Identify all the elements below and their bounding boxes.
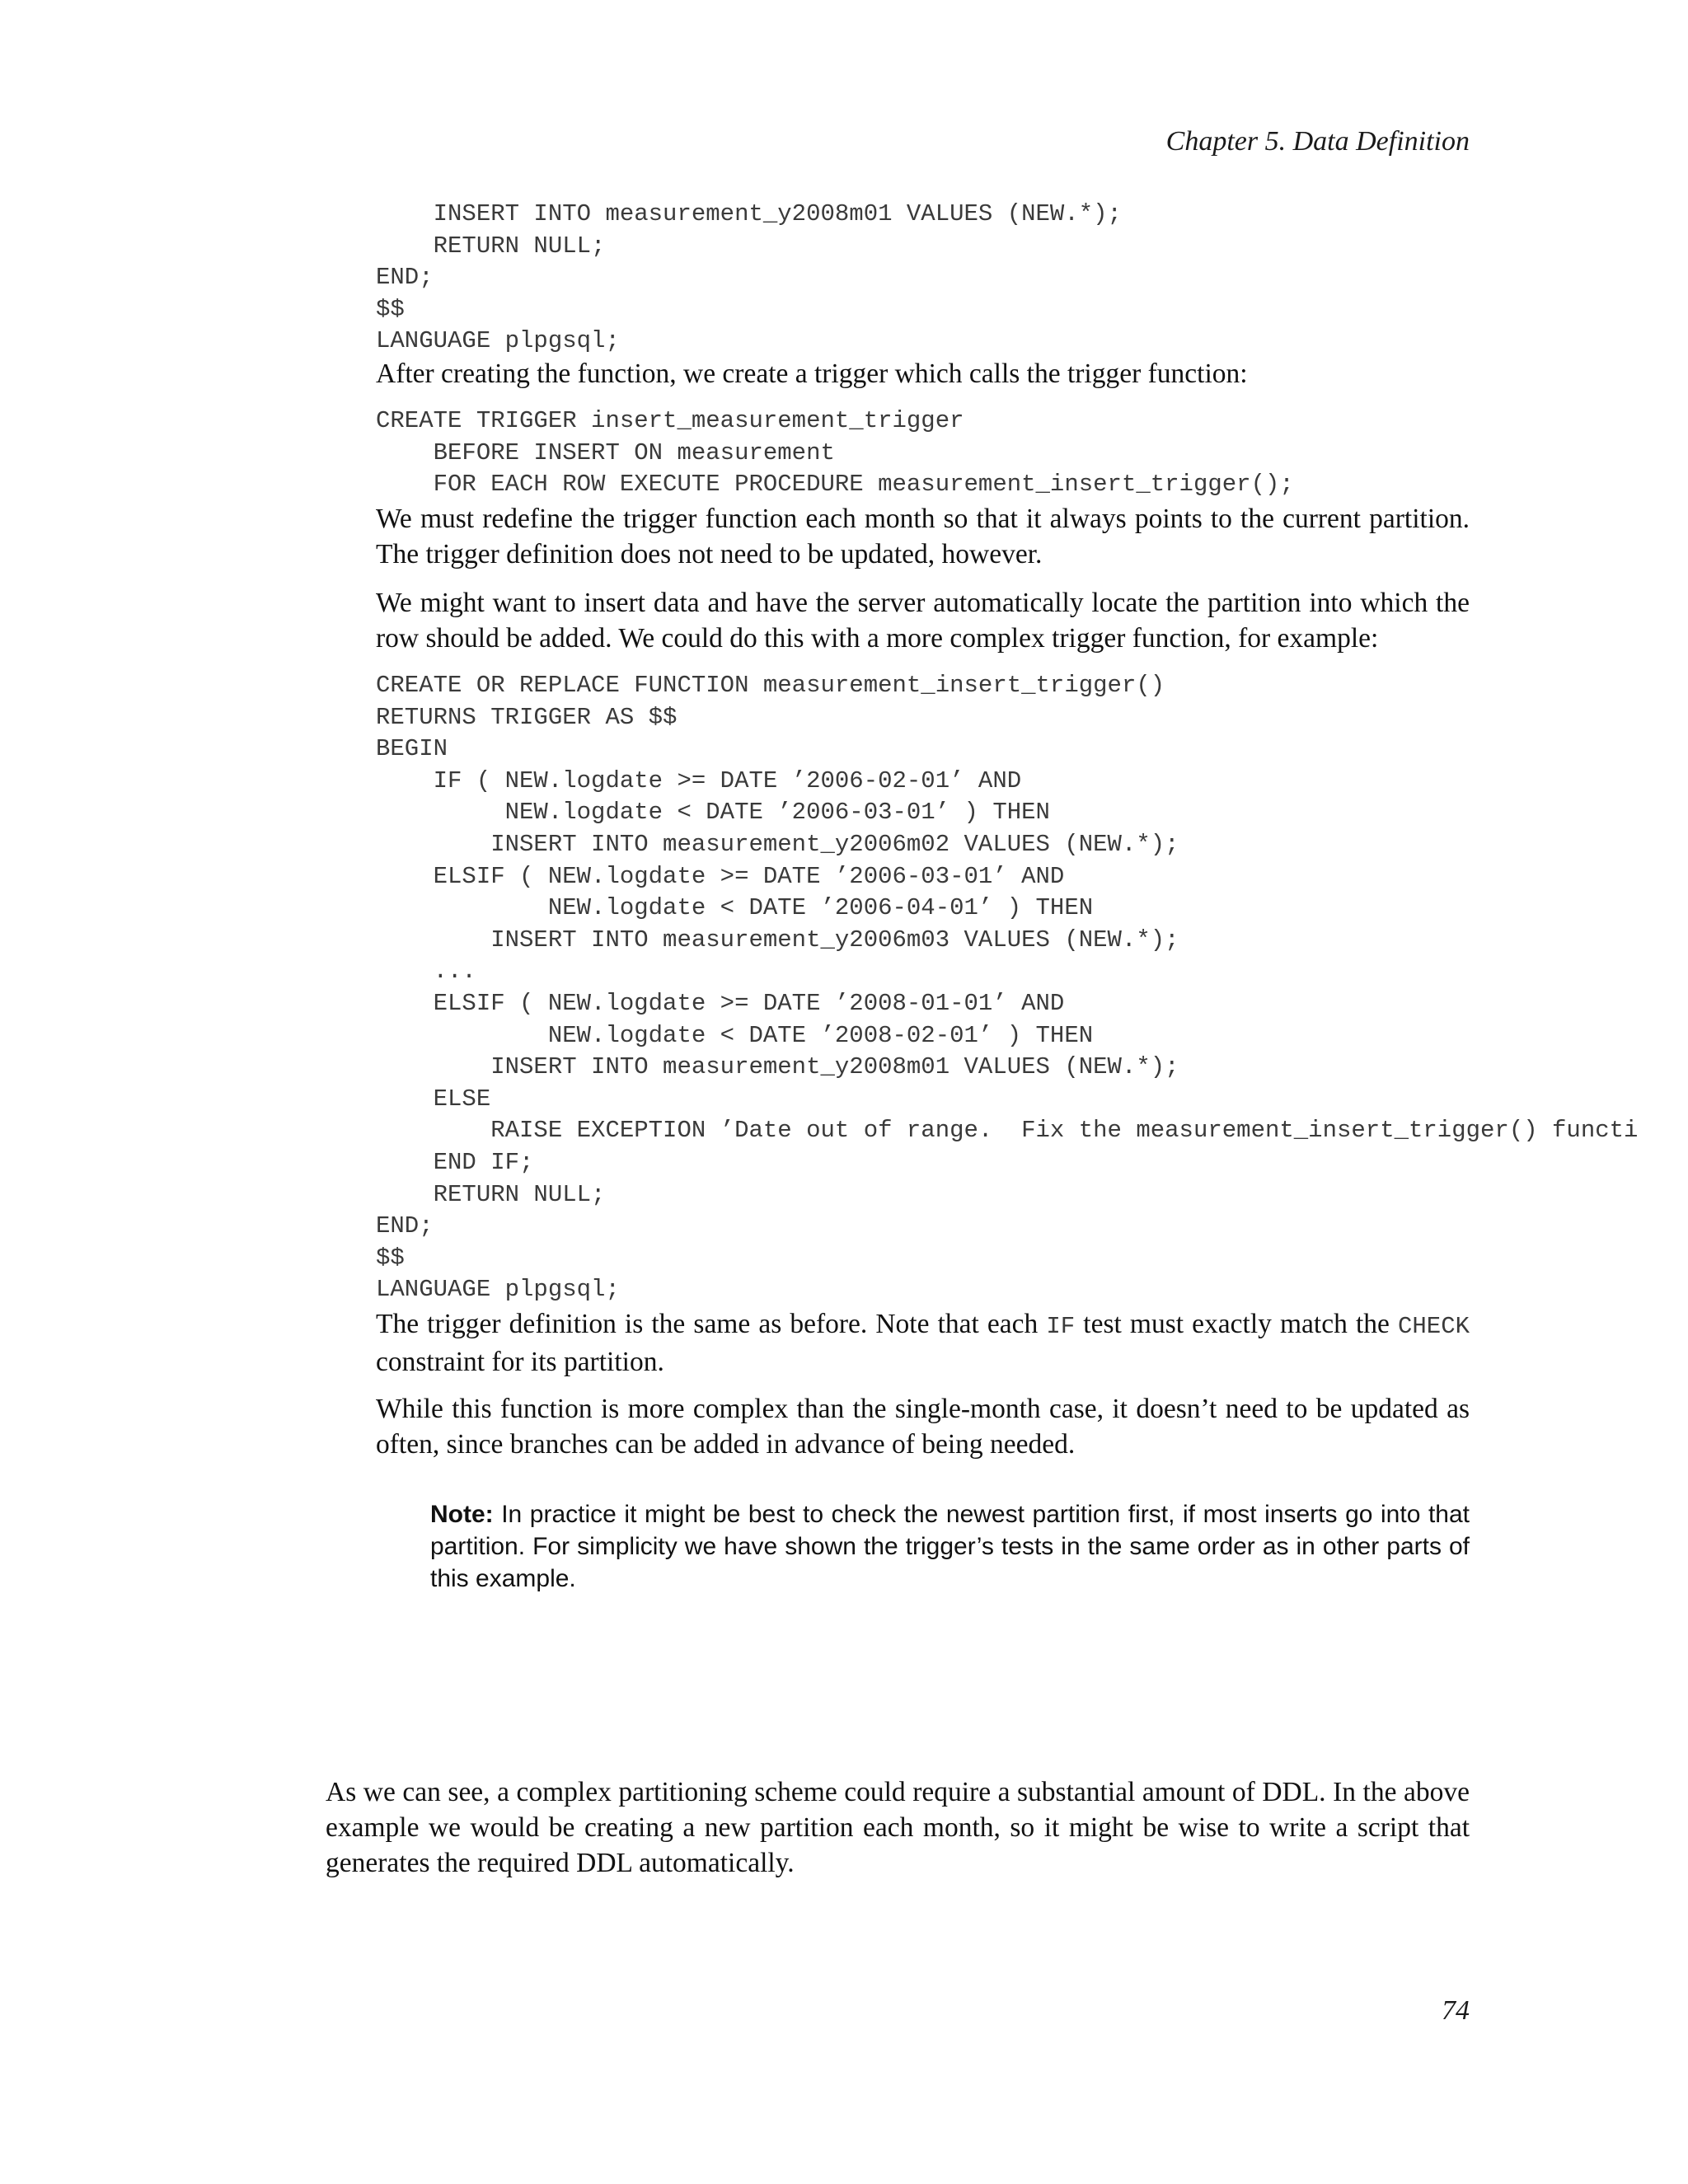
code-line: INSERT INTO measurement_y2008m01 VALUES (NEW.*); [376,1053,1179,1081]
para-text: constraint for its partition. [376,1347,664,1377]
code-block-create-trigger [376,405,1294,501]
if-keyword: IF [1046,1313,1076,1340]
code-line: ELSE [376,1085,491,1113]
paragraph-ddl-script: As we can see, a complex partitioning scheme could require a substantial amount of DDL. In the above example we would be creating a new partition each month, so it might be wise to write a script that generates the required DDL automatically. [326,1777,1470,1878]
code-line: NEW.logdate < DATE ’2006-03-01’ ) THEN [376,799,1050,827]
code-line: CREATE TRIGGER insert_measurement_trigger [376,407,964,434]
para-text: The trigger definition is the same as before. Note that each [376,1309,1047,1339]
code-line: INSERT INTO measurement_y2006m02 VALUES (NEW.*); [376,830,1179,858]
code-line: BEGIN [376,735,448,763]
code-line: ELSIF ( NEW.logdate >= DATE ’2008-01-01’ AND [376,989,1065,1017]
code-line: $$ [376,1244,405,1272]
code-line: RAISE EXCEPTION ’Date out of range. Fix the measurement_insert_trigger() functi [376,1117,1639,1145]
code-line: NEW.logdate < DATE ’2008-02-01’ ) THEN [376,1021,1094,1049]
code-line: LANGUAGE plpgsql; [376,327,620,355]
code-line: RETURNS TRIGGER AS $$ [376,703,678,731]
code-line: LANGUAGE plpgsql; [376,1276,620,1304]
check-keyword: CHECK [1397,1313,1470,1340]
code-line: NEW.logdate < DATE ’2006-04-01’ ) THEN [376,894,1094,922]
code-line: END; [376,264,434,292]
code-line: RETURN NULL; [376,1180,606,1208]
paragraph-redefine-trigger: We must redefine the trigger function each month so that it always points to the current partition. The trigger definition does not need to be updated, however. [376,504,1470,569]
paragraph-automatic-partition: We might want to insert data and have the server automatically locate the partition into which the row should be added. We could do this with a more complex trigger function, for example: [376,588,1470,654]
code-line: INSERT INTO measurement_y2008m01 VALUES (NEW.*); [376,200,1122,227]
para-text: test must exactly match the [1075,1309,1398,1339]
code-line: $$ [376,295,405,323]
code-line: FOR EACH ROW EXECUTE PROCEDURE measurement_insert_trigger(); [376,471,1294,499]
note-label: Note: [430,1501,494,1528]
code-line: END; [376,1212,434,1240]
code-line: CREATE OR REPLACE FUNCTION measurement_insert_trigger() [376,672,1165,699]
code-line: END IF; [376,1148,534,1176]
code-line: ... [376,958,476,986]
code-line: IF ( NEW.logdate >= DATE ’2006-02-01’ AND [376,766,1022,794]
page-number: 74 [1442,1995,1470,2026]
code-block-complex-trigger-function [376,670,1638,1306]
chapter-header: Chapter 5. Data Definition [1165,126,1470,157]
paragraph-function-complexity: While this function is more complex than the single-month case, it doesn’t need to be updated as often, since branches can be added in advance of being needed. [376,1394,1470,1460]
code-line: BEFORE INSERT ON measurement [376,438,835,466]
code-line: INSERT INTO measurement_y2006m03 VALUES (NEW.*); [376,926,1179,954]
code-line: ELSIF ( NEW.logdate >= DATE ’2006-03-01’ AND [376,862,1065,890]
code-block-function-end [376,199,1122,358]
note-text: In practice it might be best to check the newest partition first, if most inserts go into that partition. For simplicity we have shown the trigger’s tests in the same order as in other parts of this example. [430,1501,1470,1592]
paragraph-create-trigger-intro: After creating the function, we create a trigger which calls the trigger function: [376,359,1248,389]
code-line: RETURN NULL; [376,232,606,260]
note-box [430,1498,1470,1595]
paragraph-trigger-definition-same [376,1306,1470,1380]
